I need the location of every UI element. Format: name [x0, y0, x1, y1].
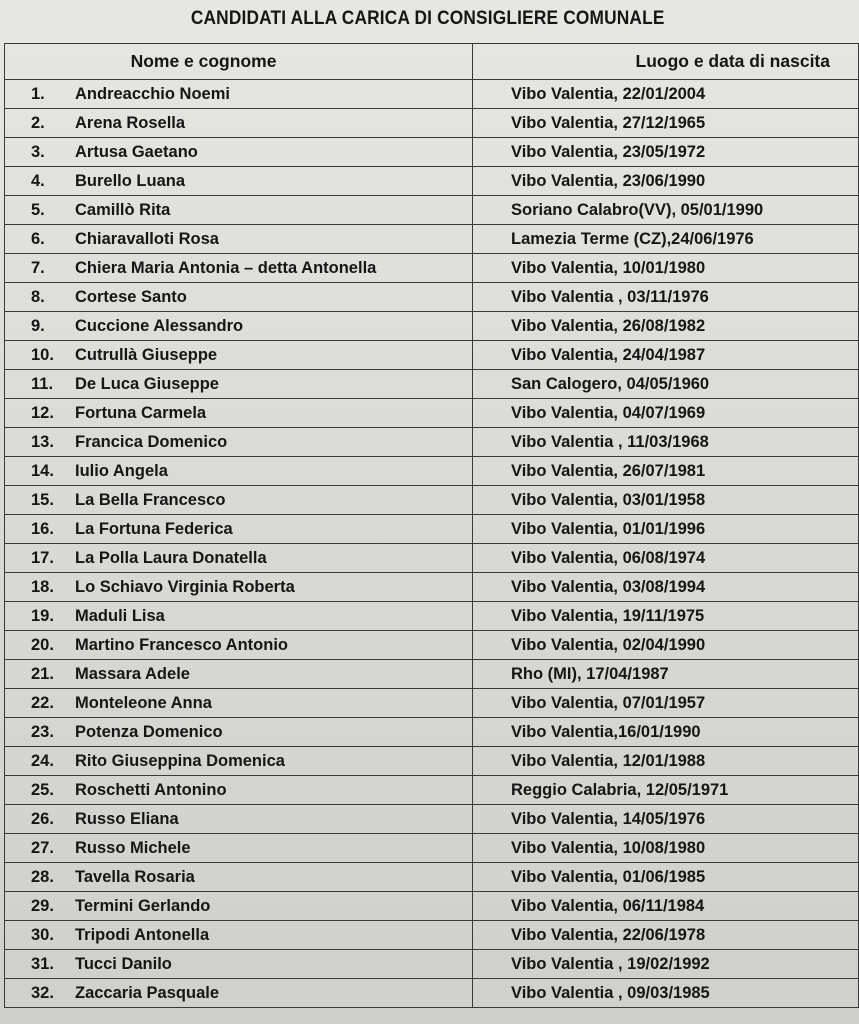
- candidate-name: Tucci Danilo: [75, 954, 172, 973]
- candidate-name: Roschetti Antonino: [75, 780, 227, 799]
- candidate-birth-cell: Vibo Valentia, 10/01/1980: [473, 254, 859, 283]
- candidate-birth-cell: Vibo Valentia, 04/07/1969: [473, 399, 859, 428]
- candidate-birth-cell: Vibo Valentia, 01/01/1996: [473, 515, 859, 544]
- candidate-name-cell: [5, 660, 473, 689]
- candidate-number: 21.: [31, 664, 54, 683]
- candidate-name-cell: [5, 167, 473, 196]
- candidate-name: Russo Michele: [75, 838, 191, 857]
- table-row: [5, 631, 859, 660]
- table-row: [5, 863, 859, 892]
- candidate-name-cell: [5, 341, 473, 370]
- candidate-number: 11.: [31, 374, 54, 393]
- candidate-birth-cell: Vibo Valentia, 14/05/1976: [473, 805, 859, 834]
- table-row: [5, 399, 859, 428]
- table-row: [5, 109, 859, 138]
- candidate-name-cell: [5, 834, 473, 863]
- candidate-birth-cell: Vibo Valentia, 24/04/1987: [473, 341, 859, 370]
- column-header-birth: Luogo e data di nascita: [473, 44, 859, 80]
- candidate-name-cell: [5, 950, 473, 979]
- candidate-name: Tavella Rosaria: [75, 867, 195, 886]
- candidate-birth-cell: Vibo Valentia, 22/06/1978: [473, 921, 859, 950]
- candidate-number: 10.: [31, 345, 54, 364]
- candidate-name-cell: [5, 486, 473, 515]
- candidate-name-cell: [5, 776, 473, 805]
- candidate-name: Andreacchio Noemi: [75, 84, 230, 103]
- candidate-name-cell: [5, 863, 473, 892]
- candidate-number: 1.: [31, 84, 45, 103]
- candidate-name-cell: [5, 370, 473, 399]
- table-row: [5, 457, 859, 486]
- candidate-name-cell: [5, 805, 473, 834]
- candidate-name: Maduli Lisa: [75, 606, 165, 625]
- candidate-name: Potenza Domenico: [75, 722, 223, 741]
- candidate-birth-cell: Vibo Valentia, 23/05/1972: [473, 138, 859, 167]
- table-row: [5, 225, 859, 254]
- candidate-number: 29.: [31, 896, 54, 915]
- table-row: [5, 370, 859, 399]
- candidate-name-cell: [5, 196, 473, 225]
- table-row: [5, 486, 859, 515]
- table-row: [5, 544, 859, 573]
- candidate-name-cell: [5, 283, 473, 312]
- candidate-name-cell: [5, 225, 473, 254]
- document-title: CANDIDATI ALLA CARICA DI CONSIGLIERE COMUNALE: [190, 8, 665, 29]
- candidate-number: 30.: [31, 925, 54, 944]
- candidate-name-cell: [5, 312, 473, 341]
- candidate-name-cell: [5, 544, 473, 573]
- table-row: [5, 747, 859, 776]
- candidate-birth-cell: Vibo Valentia, 02/04/1990: [473, 631, 859, 660]
- table-row: [5, 834, 859, 863]
- candidate-birth-cell: Vibo Valentia , 19/02/1992: [473, 950, 859, 979]
- candidate-birth-cell: Lamezia Terme (CZ),24/06/1976: [473, 225, 859, 254]
- candidate-name: Artusa Gaetano: [75, 142, 198, 161]
- table-row: [5, 660, 859, 689]
- candidate-birth-cell: Rho (MI), 17/04/1987: [473, 660, 859, 689]
- candidate-name-cell: [5, 689, 473, 718]
- candidate-name-cell: [5, 515, 473, 544]
- candidate-number: 2.: [31, 113, 45, 132]
- candidate-name: Fortuna Carmela: [75, 403, 207, 422]
- table-row: [5, 718, 859, 747]
- candidate-name: De Luca Giuseppe: [75, 374, 219, 393]
- candidate-number: 6.: [31, 229, 45, 248]
- candidate-birth-cell: Vibo Valentia, 27/12/1965: [473, 109, 859, 138]
- candidate-name-cell: [5, 718, 473, 747]
- candidate-name-cell: [5, 631, 473, 660]
- table-row: [5, 80, 859, 109]
- candidate-name: La Bella Francesco: [75, 490, 226, 509]
- table-row: [5, 196, 859, 225]
- candidate-number: 16.: [31, 519, 54, 538]
- table-row: [5, 921, 859, 950]
- candidate-birth-cell: Soriano Calabro(VV), 05/01/1990: [473, 196, 859, 225]
- table-row: [5, 254, 859, 283]
- candidate-name: Zaccaria Pasquale: [75, 983, 220, 1002]
- candidate-number: 28.: [31, 867, 54, 886]
- candidate-number: 20.: [31, 635, 54, 654]
- table-row: [5, 138, 859, 167]
- candidate-number: 19.: [31, 606, 54, 625]
- table-row: [5, 312, 859, 341]
- candidate-name-cell: [5, 747, 473, 776]
- candidate-name: Russo Eliana: [75, 809, 179, 828]
- candidates-table-body: [5, 80, 859, 1008]
- candidate-name: Iulio Angela: [75, 461, 168, 480]
- candidate-number: 22.: [31, 693, 54, 712]
- candidate-birth-cell: Vibo Valentia , 09/03/1985: [473, 979, 859, 1008]
- table-row: [5, 573, 859, 602]
- candidate-number: 5.: [31, 200, 45, 219]
- table-row: [5, 167, 859, 196]
- candidate-name: Francica Domenico: [75, 432, 228, 451]
- candidate-name-cell: [5, 921, 473, 950]
- candidate-name: La Polla Laura Donatella: [75, 548, 267, 567]
- table-row: [5, 283, 859, 312]
- candidate-birth-cell: Reggio Calabria, 12/05/1971: [473, 776, 859, 805]
- candidate-number: 18.: [31, 577, 54, 596]
- candidate-name-cell: [5, 602, 473, 631]
- candidate-number: 24.: [31, 751, 54, 770]
- candidate-birth-cell: San Calogero, 04/05/1960: [473, 370, 859, 399]
- table-row: [5, 515, 859, 544]
- candidate-birth-cell: Vibo Valentia,16/01/1990: [473, 718, 859, 747]
- candidate-number: 32.: [31, 983, 54, 1002]
- candidate-birth-cell: Vibo Valentia , 03/11/1976: [473, 283, 859, 312]
- candidate-name-cell: [5, 80, 473, 109]
- candidate-number: 15.: [31, 490, 54, 509]
- table-row: [5, 979, 859, 1008]
- candidate-name-cell: [5, 979, 473, 1008]
- candidate-name: Cuccione Alessandro: [75, 316, 244, 335]
- candidate-name: Massara Adele: [75, 664, 190, 683]
- candidate-birth-cell: Vibo Valentia, 22/01/2004: [473, 80, 859, 109]
- candidate-name-cell: [5, 399, 473, 428]
- table-row: [5, 805, 859, 834]
- candidate-name-cell: [5, 109, 473, 138]
- candidate-name-cell: [5, 428, 473, 457]
- candidate-number: 7.: [31, 258, 45, 277]
- table-row: [5, 892, 859, 921]
- candidate-number: 8.: [31, 287, 45, 306]
- candidate-birth-cell: Vibo Valentia, 23/06/1990: [473, 167, 859, 196]
- candidate-name-cell: [5, 892, 473, 921]
- candidate-birth-cell: Vibo Valentia, 06/08/1974: [473, 544, 859, 573]
- candidate-number: 26.: [31, 809, 54, 828]
- candidate-number: 3.: [31, 142, 45, 161]
- candidate-name: Chiaravalloti Rosa: [75, 229, 219, 248]
- candidate-number: 9.: [31, 316, 45, 335]
- table-row: [5, 341, 859, 370]
- candidate-birth-cell: Vibo Valentia, 01/06/1985: [473, 863, 859, 892]
- candidate-number: 31.: [31, 954, 54, 973]
- table-row: [5, 950, 859, 979]
- candidate-name-cell: [5, 138, 473, 167]
- candidates-table: [4, 43, 859, 1008]
- candidate-name: Tripodi Antonella: [75, 925, 210, 944]
- column-header-name: Nome e cognome: [5, 44, 473, 80]
- candidate-birth-cell: Vibo Valentia, 07/01/1957: [473, 689, 859, 718]
- candidate-birth-cell: Vibo Valentia, 06/11/1984: [473, 892, 859, 921]
- candidate-name: Camillò Rita: [75, 200, 171, 219]
- candidate-number: 12.: [31, 403, 54, 422]
- table-row: [5, 689, 859, 718]
- candidate-number: 17.: [31, 548, 54, 567]
- candidate-birth-cell: Vibo Valentia, 03/08/1994: [473, 573, 859, 602]
- candidate-number: 13.: [31, 432, 54, 451]
- table-row: [5, 776, 859, 805]
- candidate-number: 25.: [31, 780, 54, 799]
- candidate-number: 4.: [31, 171, 45, 190]
- candidate-birth-cell: Vibo Valentia, 19/11/1975: [473, 602, 859, 631]
- candidate-name: Cortese Santo: [75, 287, 187, 306]
- table-header-row: [5, 44, 859, 80]
- candidate-name: Monteleone Anna: [75, 693, 212, 712]
- candidate-number: 14.: [31, 461, 54, 480]
- candidate-name: Rito Giuseppina Domenica: [75, 751, 285, 770]
- candidate-name-cell: [5, 457, 473, 486]
- candidate-birth-cell: Vibo Valentia, 26/07/1981: [473, 457, 859, 486]
- candidate-name: Cutrullà Giuseppe: [75, 345, 218, 364]
- candidate-name: La Fortuna Federica: [75, 519, 233, 538]
- candidate-name-cell: [5, 573, 473, 602]
- candidate-name: Lo Schiavo Virginia Roberta: [75, 577, 295, 596]
- candidate-number: 23.: [31, 722, 54, 741]
- candidate-name: Martino Francesco Antonio: [75, 635, 288, 654]
- candidate-name-cell: [5, 254, 473, 283]
- candidate-name: Termini Gerlando: [75, 896, 211, 915]
- candidate-name: Arena Rosella: [75, 113, 186, 132]
- candidate-name: Chiera Maria Antonia – detta Antonella: [75, 258, 377, 277]
- candidate-birth-cell: Vibo Valentia, 03/01/1958: [473, 486, 859, 515]
- table-row: [5, 602, 859, 631]
- table-row: [5, 428, 859, 457]
- candidate-name: Burello Luana: [75, 171, 186, 190]
- candidate-birth-cell: Vibo Valentia, 12/01/1988: [473, 747, 859, 776]
- candidate-birth-cell: Vibo Valentia , 11/03/1968: [473, 428, 859, 457]
- candidate-birth-cell: Vibo Valentia, 26/08/1982: [473, 312, 859, 341]
- candidate-birth-cell: Vibo Valentia, 10/08/1980: [473, 834, 859, 863]
- candidate-number: 27.: [31, 838, 54, 857]
